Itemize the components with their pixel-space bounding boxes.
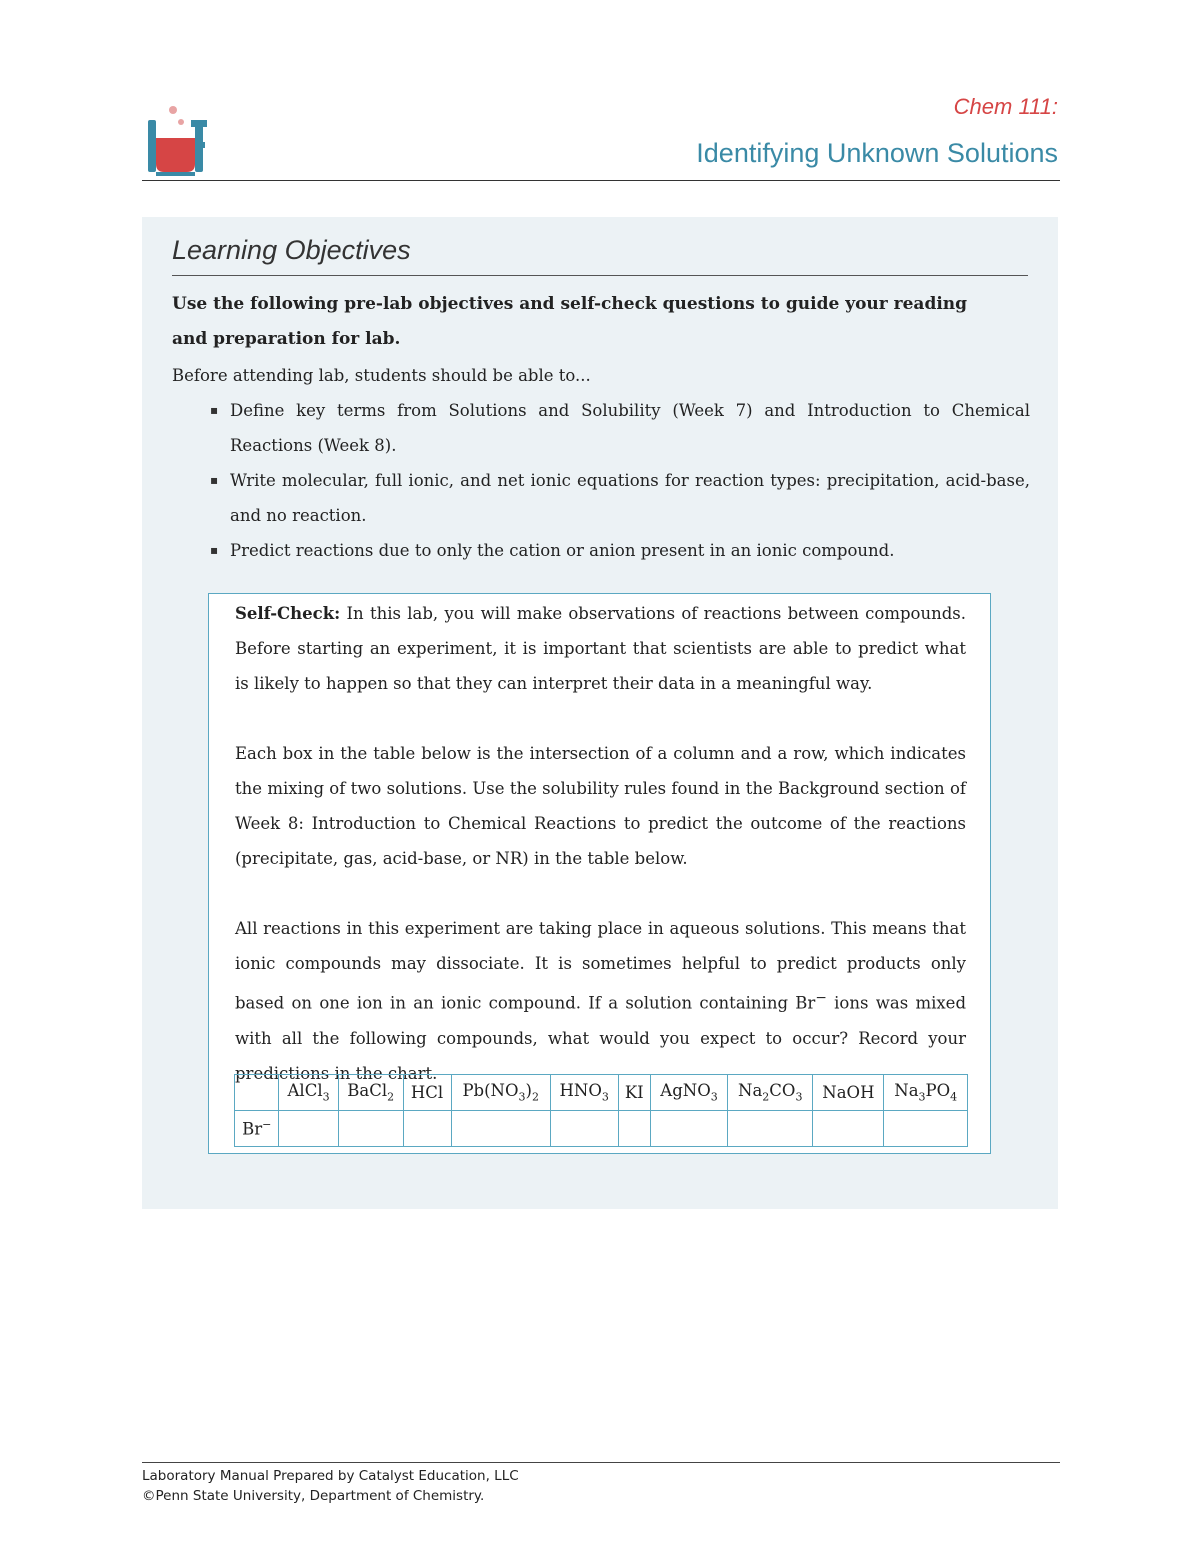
self-check-paragraph [235,911,966,1091]
objective-item: ▪ Define key terms from Solutions and Solubility (Week 7) and Introduction to Chemical Reactions (Week 8). [230,393,1030,463]
formula-subscript: 2 [762,1090,770,1104]
formula-subscript: 3 [795,1090,803,1104]
self-check-paragraph: Each box in the table below is the intersection of a column and a row, which indicates the mixing of two solutions. Use the solubility rules found in the Background section of Week 8: Introduction to Chemical Reactions to predict the outcome of the reactions (precipitate, gas, acid-base, or NR) in the table below. [235,744,966,868]
formula-text: Na [738,1081,763,1101]
header-divider [142,180,1060,181]
prediction-cell[interactable] [338,1111,403,1147]
table-row [235,1111,968,1147]
compound-header-cell [451,1075,550,1111]
formula-text: ) [525,1081,532,1101]
self-check-label: Self-Check: [235,604,341,623]
compound-header-cell [650,1075,727,1111]
compound-header-cell [618,1075,650,1111]
compound-header-cell [884,1075,968,1111]
compound-header-cell [728,1075,813,1111]
formula-subscript: 2 [387,1090,395,1104]
prediction-cell[interactable] [279,1111,338,1147]
prediction-cell[interactable] [813,1111,884,1147]
self-check-text: ions was mixed with all the following compounds, what would you expect to occur? Record your predictions in the chart. [235,993,967,1083]
ion-label: Br [242,1119,263,1139]
section-divider [172,275,1028,276]
prediction-cell[interactable] [650,1111,727,1147]
formula-text: AlCl [287,1081,323,1101]
objective-item: ▪ Predict reactions due to only the cation or anion present in an ionic compound. [230,533,1030,568]
formula-text: Pb(NO [462,1081,519,1101]
formula-subscript: 2 [531,1090,539,1104]
objectives-list [230,393,1030,568]
formula-subscript: 3 [601,1090,609,1104]
self-check-paragraph [235,596,966,701]
footer-credit: Laboratory Manual Prepared by Catalyst Education, LLC [142,1468,519,1484]
formula-text: CO [769,1081,796,1101]
formula-subscript: 4 [950,1090,958,1104]
objective-item: ▪ Write molecular, full ionic, and net ionic equations for reaction types: precipitation, acid-base, and no reaction. [230,463,1030,533]
table-corner-cell [235,1075,279,1111]
compound-header-cell [550,1075,618,1111]
formula-text: HNO [559,1081,602,1101]
prediction-cell[interactable] [618,1111,650,1147]
compound-header-cell [338,1075,403,1111]
prediction-cell[interactable] [550,1111,618,1147]
prediction-cell[interactable] [451,1111,550,1147]
section-heading: Learning Objectives [172,235,411,265]
self-check-text: All reactions in this experiment are taking place in aqueous solutions. This means that ionic compounds may dissociate. It is sometimes helpful to predict products only based on one ion in an ionic compound. If a solution containing Br [235,919,966,1013]
formula-subscript: 3 [918,1090,926,1104]
prediction-table [234,1074,968,1147]
formula-subscript: 3 [710,1090,718,1104]
page-title: Identifying Unknown Solutions [696,138,1058,168]
prediction-cell[interactable] [403,1111,451,1147]
charge-superscript: − [815,990,827,1006]
learning-objectives-panel [142,217,1058,1209]
formula-subscript: 3 [322,1090,330,1104]
compound-header-cell [279,1075,338,1111]
formula-text: PO [925,1081,951,1101]
course-label: Chem 111: [953,94,1058,119]
formula-text: AgNO [660,1081,711,1101]
catalyst-logo [145,100,209,180]
formula-text: HCl [410,1083,444,1102]
prediction-cell[interactable] [728,1111,813,1147]
charge-superscript: − [262,1118,272,1132]
objectives-intro: Before attending lab, students should be able to... [172,366,591,385]
footer-copyright: ©Penn State University, Department of Chemistry. [142,1488,485,1504]
formula-text: BaCl [347,1081,388,1101]
formula-text: Na [894,1081,919,1101]
lead-instruction: Use the following pre-lab objectives and self-check questions to guide your reading and preparation for lab. [172,294,968,349]
row-label-cell [235,1111,279,1147]
self-check-text: In this lab, you will make observations of reactions between compounds. Before starting an experiment, it is important that scientists are able to predict what is likely to happen so that they can interpret their data in a meaningful way. [235,604,966,693]
prediction-cell[interactable] [884,1111,968,1147]
compound-header-cell [403,1075,451,1111]
formula-text: NaOH [822,1083,875,1102]
formula-subscript: 3 [518,1090,526,1104]
footer-divider [142,1462,1060,1463]
table-header-row [235,1075,968,1111]
compound-header-cell [813,1075,884,1111]
formula-text: KI [624,1083,644,1102]
self-check-box [208,593,991,1154]
